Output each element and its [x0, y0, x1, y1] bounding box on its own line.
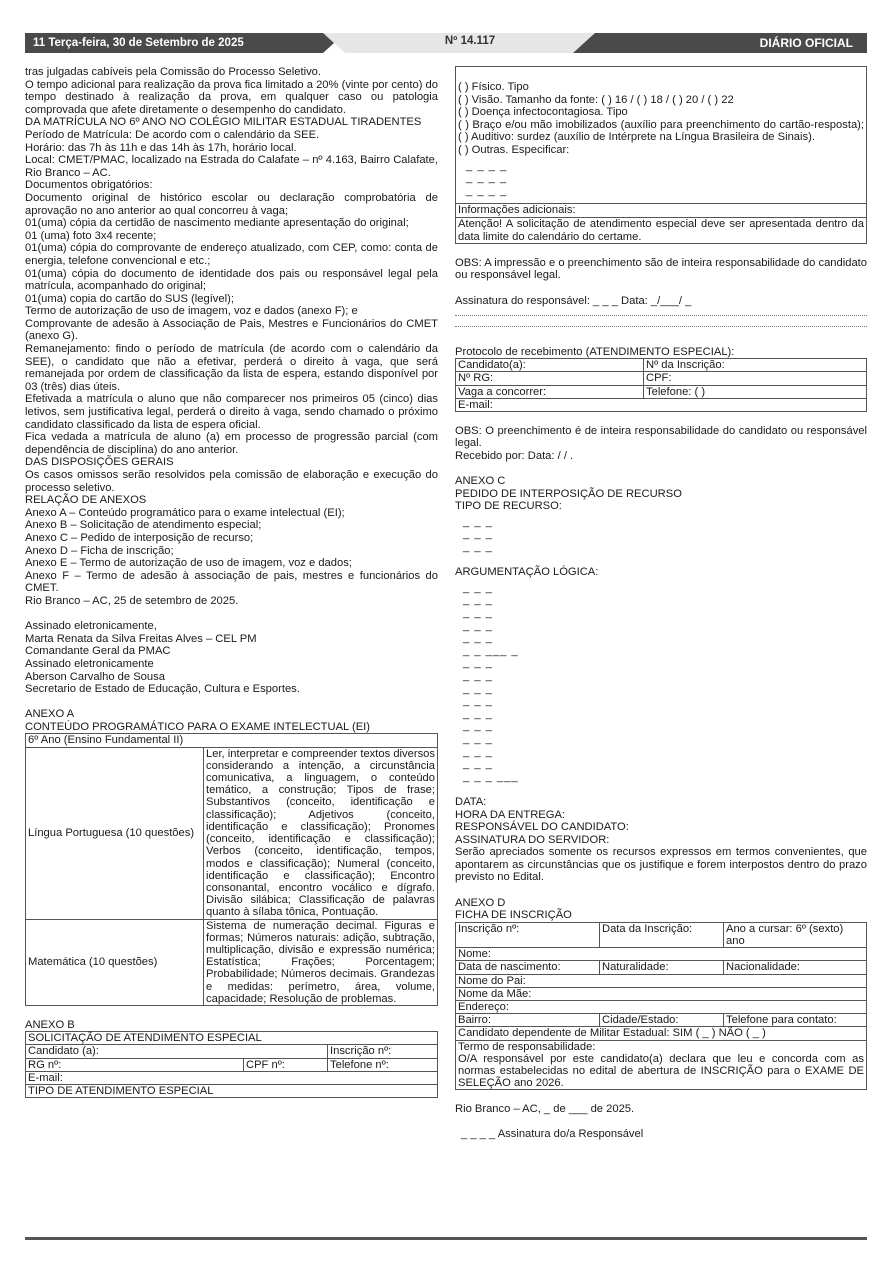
special-dashes: [458, 157, 864, 204]
protocol-candidate: Candidato(a):: [456, 359, 644, 372]
signature-line: Marta Renata da Silva Freitas Alves – CEL PM: [25, 632, 257, 645]
special-options: [458, 81, 864, 157]
blank-line: _ _ _: [463, 581, 493, 594]
paragraph: Documento original de histórico escolar ou declaração comprobatória de aprovação no ano anterior ao qual concorreu à vaga;: [25, 191, 438, 217]
paragraph: DAS DISPOSIÇÕES GERAIS: [25, 456, 174, 469]
left-paragraphs: [25, 66, 438, 608]
right-column: [455, 66, 867, 1141]
paragraph: Remanejamento: findo o período de matrícula (de acordo com o calendário da SEE), o candidato que não a efetivar, perderá o direito à vaga, que será remanejada por ordem de classificação da lista de espera, estando disponível por 03 (três) dias úteis.: [25, 343, 438, 393]
type-dashes: [455, 513, 867, 554]
annex-c-date: DATA:: [455, 795, 487, 808]
annex-b-header: SOLICITAÇÃO DE ATENDIMENTO ESPECIAL: [26, 1032, 438, 1045]
form-birth: Data de nascimento:: [456, 961, 600, 974]
annex-c-delivery: HORA DA ENTREGA:: [455, 808, 566, 821]
annex-b-rg: RG nº:: [26, 1058, 244, 1071]
paragraph: Horário: das 7h às 11h e das 14h às 17h, horário local.: [25, 141, 297, 154]
annex-d-subtitle: FICHA DE INSCRIÇÃO: [455, 909, 572, 922]
paragraph: Rio Branco – AC, 25 de setembro de 2025.: [25, 594, 239, 607]
annex-b-title: ANEXO B: [25, 1018, 75, 1031]
annex-b-type: TIPO DE ATENDIMENTO ESPECIAL: [26, 1084, 438, 1097]
paragraph: 01(uma) cópia do documento de identidade dos pais ou responsável legal pela matrícula, acompanhado do original;: [25, 267, 438, 293]
checkbox-option: ( ) Outras. Especificar:: [458, 143, 570, 156]
special-options-box: [455, 66, 867, 204]
blank-line: _ _ _: [463, 632, 493, 645]
header-date: 11 Terça-feira, 30 de Setembro de 2025: [25, 33, 323, 53]
checkbox-option: ( ) Físico. Tipo: [458, 81, 529, 93]
form-city: Cidade/Estado:: [600, 1014, 724, 1027]
paragraph: Efetivada a matrícula o aluno que não comparecer nos primeiros 05 (cinco) dias letivos, sem justificativa legal, perderá o direito à vaga, sendo chamado o próximo candidato classificado da lista de espera oficial.: [25, 393, 438, 431]
paragraph: Anexo B – Solicitação de atendimento especial;: [25, 519, 262, 532]
paragraph: 01(uma) copia do cartão do SUS (legível);: [25, 292, 234, 305]
content-math: Sistema de numeração decimal. Figuras e formas; Números naturais: adição, subtração, multiplicação, divisão e expressão numérica; Estatística; Frações; Porcentagem; Probabilidade; Números decimais. Grandezas e medidas: perímetro, área, volume, capacidade; Resolução de problemas.: [204, 919, 438, 1005]
paragraph: Anexo C – Pedido de interposição de recurso;: [25, 531, 254, 544]
annex-c-responsible: RESPONSÁVEL DO CANDIDATO:: [455, 821, 629, 834]
paragraph: 01(uma) cópia da certidão de nascimento mediante apresentação do original;: [25, 217, 409, 230]
form-nationality: Nacionalidade:: [724, 961, 867, 974]
paragraph: Comprovante de adesão à Associação de Pais, Mestres e Funcionários do CMET (anexo G).: [25, 317, 438, 343]
form-military: Candidato dependente de Militar Estadual: SIM ( _ ) NÃO ( _ ): [456, 1027, 867, 1040]
annex-c-note: Serão apreciados somente os recursos expressos em termos convenientes, que apontarem as circunstâncias que os justifique e forem interpostos dentro do prazo previsto no Edital.: [455, 846, 867, 884]
table-row: [26, 747, 438, 919]
annex-c-server-signature: ASSINATURA DO SERVIDOR:: [455, 833, 610, 846]
signature-line: Assinado eletronicamente: [25, 657, 154, 670]
header-issue-number: Nº 14.117: [345, 33, 595, 53]
footer-rule: [25, 1237, 867, 1240]
annex-b-cpf: CPF nº:: [244, 1058, 328, 1071]
protocol-title: Protocolo de recebimento (ATENDIMENTO ESPECIAL):: [455, 345, 735, 358]
paragraph: Anexo E – Termo de autorização de uso de imagem, voz e dados;: [25, 557, 352, 570]
annex-d-title: ANEXO D: [455, 896, 506, 909]
closing-signature: _ _ _ _ Assinatura do/a Responsável: [461, 1128, 644, 1141]
paragraph: Documentos obrigatórios:: [25, 179, 153, 192]
blank-line: _ _ _: [463, 619, 493, 632]
protocol-table: [455, 358, 867, 412]
blank-line: _ _ _: [463, 720, 493, 733]
protocol-rg: Nº RG:: [456, 372, 644, 385]
form-naturality: Naturalidade:: [600, 961, 724, 974]
form-district: Bairro:: [456, 1014, 600, 1027]
blank-line: _ _ ___ _: [463, 644, 519, 657]
blank-line: _ _ _: [463, 607, 493, 619]
form-address: Endereço:: [456, 1001, 867, 1014]
paragraph: Local: CMET/PMAC, localizado na Estrada do Calafate – nº 4.163, Bairro Calafate, Rio Branco – AC.: [25, 154, 438, 179]
annex-b-table: [25, 1031, 438, 1098]
obs-fill: OBS: O preenchimento é de inteira responsabilidade do candidato ou responsável legal.: [455, 424, 867, 450]
blank-line: _ _ _: [463, 594, 493, 607]
responsible-signature-line: Assinatura do responsável: _ _ _ Data: _/___/ _: [455, 294, 692, 307]
annex-b-inscription: Inscrição nº:: [328, 1045, 438, 1058]
received-by: Recebido por: Data: / / .: [455, 449, 574, 462]
blank-line: _ _ _: [463, 745, 493, 758]
page-header: [25, 33, 867, 53]
protocol-phone: Telefone: ( ): [644, 385, 867, 398]
paragraph: Anexo D – Ficha de inscrição;: [25, 544, 174, 557]
paragraph: 01(uma) cópia do comprovante de endereço atualizado, com CEP, como: conta de energia, telefone convencional e etc.;: [25, 242, 438, 267]
paragraph: Fica vedada a matrícula de aluno (a) em processo de progressão parcial (com dependência de disciplina) do ano anterior.: [25, 431, 438, 456]
annex-c-argument: ARGUMENTAÇÃO LÓGICA:: [455, 566, 599, 579]
form-term: [456, 1040, 867, 1090]
annex-b-candidate: Candidato (a):: [26, 1045, 328, 1058]
signature-line: Comandante Geral da PMAC: [25, 645, 171, 658]
registration-form: [455, 922, 867, 1091]
form-date: Data da Inscrição:: [600, 922, 724, 947]
paragraph: Os casos omissos serão resolvidos pela comissão de elaboração e execução do processo seletivo.: [25, 469, 438, 494]
dotted-line: [455, 318, 867, 327]
checkbox-option: ( ) Braço e/ou mão imobilizados (auxílio para preenchimento do cartão-resposta); ( ) Auditivo: surdez (auxílio de Intérprete na Língua Brasileira de Sinais).: [458, 118, 864, 144]
paragraph: tras julgadas cabíveis pela Comissão do Processo Seletivo.: [25, 66, 321, 78]
form-contact: Telefone para contato:: [724, 1014, 867, 1027]
blank-line: _ _ _: [463, 515, 493, 528]
annex-b-email: E-mail:: [26, 1071, 438, 1084]
form-term-text: O/A responsável por este candidato(a) declara que leu e concorda com as normas estabelecidas no edital de abertura de INSCRIÇÃO para o EXAME DE SELEÇÃO ano 2026.: [458, 1052, 864, 1090]
blank-line: _ _ _: [463, 732, 493, 745]
blank-line: _ _ _ ___: [463, 770, 519, 783]
paragraph: RELAÇÃO DE ANEXOS: [25, 494, 147, 507]
blank-line: _ _ _ _: [466, 184, 508, 197]
paragraph: Anexo F – Termo de adesão à associação de pais, mestres e funcionários do CMET.: [25, 569, 438, 595]
paragraph: Termo de autorização de uso de imagem, voz e dados (anexo F); e: [25, 305, 358, 318]
annex-a-grade: 6º Ano (Ensino Fundamental II): [26, 734, 438, 747]
protocol-vacancy: Vaga a concorrer:: [456, 385, 644, 398]
blank-line: _ _ _: [463, 707, 493, 720]
content-portuguese: Ler, interpretar e compreender textos diversos considerando a intenção, a circunstância comunicativa, a linguagem, o conteúdo temático, a construção; Tipos de frase; Substantivos (conceito, identificação e classificação); Adjetivos (conceito, identificação e classificação); Pronomes (conceito, identificação e classificação); Verbos (conceito, identificação, tempos, modos e classificação); Numeral (conceito, identificação e classificação); Encontro consonantal, encontro vocálico e dígrafo. Divisão silábica; Classificação de palavras quanto à sílaba tônica, Pontuação.: [204, 747, 438, 919]
annex-a-table: [25, 733, 438, 1005]
paragraph: DA MATRÍCULA NO 6º ANO NO COLÉGIO MILITAR ESTADUAL TIRADENTES: [25, 116, 422, 129]
protocol-email: E-mail:: [456, 398, 867, 411]
blank-line: _ _ _: [463, 541, 493, 554]
form-mother: Nome da Mãe:: [456, 987, 867, 1000]
blank-line: _ _ _ _: [466, 159, 508, 172]
blank-line: _ _ _: [463, 758, 493, 771]
annex-a-title: ANEXO A: [25, 708, 75, 721]
obs-print: OBS: A impressão e o preenchimento são de inteira responsabilidade do candidato ou responsável legal.: [455, 256, 867, 282]
closing-date: Rio Branco – AC, _ de ___ de 2025.: [455, 1103, 635, 1116]
form-name: Nome:: [456, 948, 867, 961]
form-year: Ano a cursar: 6º (sexto) ano: [724, 922, 867, 947]
annex-b-phone: Telefone nº:: [328, 1058, 438, 1071]
signature-line: Assinado eletronicamente,: [25, 620, 157, 633]
paragraph: Período de Matrícula: De acordo com o calendário da SEE.: [25, 128, 320, 141]
annex-c-type: TIPO DE RECURSO:: [455, 500, 562, 513]
blank-line: _ _ _: [463, 657, 493, 670]
blank-line: _ _ _: [463, 528, 493, 541]
blank-line: _ _ _: [463, 695, 493, 708]
subject-math: Matemática (10 questões): [26, 919, 204, 1005]
attention-note: Atenção! A solicitação de atendimento especial deve ser apresentada dentro da data limite do calendário do certame.: [455, 218, 867, 244]
table-row: [26, 919, 438, 1005]
protocol-inscription: Nº da Inscrição:: [644, 359, 867, 372]
signatures: [25, 620, 438, 696]
checkbox-option: ( ) Doença infectocontagiosa. Tipo: [458, 106, 628, 119]
annex-c-title: ANEXO C: [455, 475, 506, 488]
paragraph: O tempo adicional para realização da prova fica limitado a 20% (vinte por cento) do tempo destinado à realização da prova, em qualquer caso ou patologia comprovada que afete diretamente o desempenho do candidato.: [25, 78, 438, 116]
argument-dashes: [455, 579, 867, 784]
left-column: [25, 66, 438, 1098]
blank-line: _ _ _: [463, 669, 493, 682]
paragraph: 01 (uma) foto 3x4 recente;: [25, 229, 157, 242]
annex-c-subtitle: PEDIDO DE INTERPOSIÇÃO DE RECURSO: [455, 487, 682, 500]
checkbox-option: ( ) Visão. Tamanho da fonte: ( ) 16 / ( ) 18 / ( ) 20 / ( ) 22: [458, 93, 734, 106]
additional-info: Informações adicionais:: [455, 204, 867, 218]
dotted-line: [455, 307, 867, 316]
header-publication: DIÁRIO OFICIAL: [595, 33, 867, 53]
form-father: Nome do Pai:: [456, 974, 867, 987]
subject-portuguese: Língua Portuguesa (10 questões): [26, 747, 204, 919]
form-term-title: Termo de responsabilidade:: [458, 1040, 596, 1053]
form-inscription: Inscrição nº:: [456, 922, 600, 947]
signature-line: Secretario de Estado de Educação, Cultura e Esportes.: [25, 683, 300, 696]
protocol-cpf: CPF:: [644, 372, 867, 385]
annex-a-subtitle: CONTEÚDO PROGRAMÁTICO PARA O EXAME INTELECTUAL (EI): [25, 720, 370, 733]
blank-line: _ _ _: [463, 682, 493, 695]
signature-line: Aberson Carvalho de Sousa: [25, 670, 165, 683]
paragraph: Anexo A – Conteúdo programático para o exame intelectual (EI);: [25, 506, 345, 519]
blank-line: _ _ _ _: [466, 172, 508, 185]
